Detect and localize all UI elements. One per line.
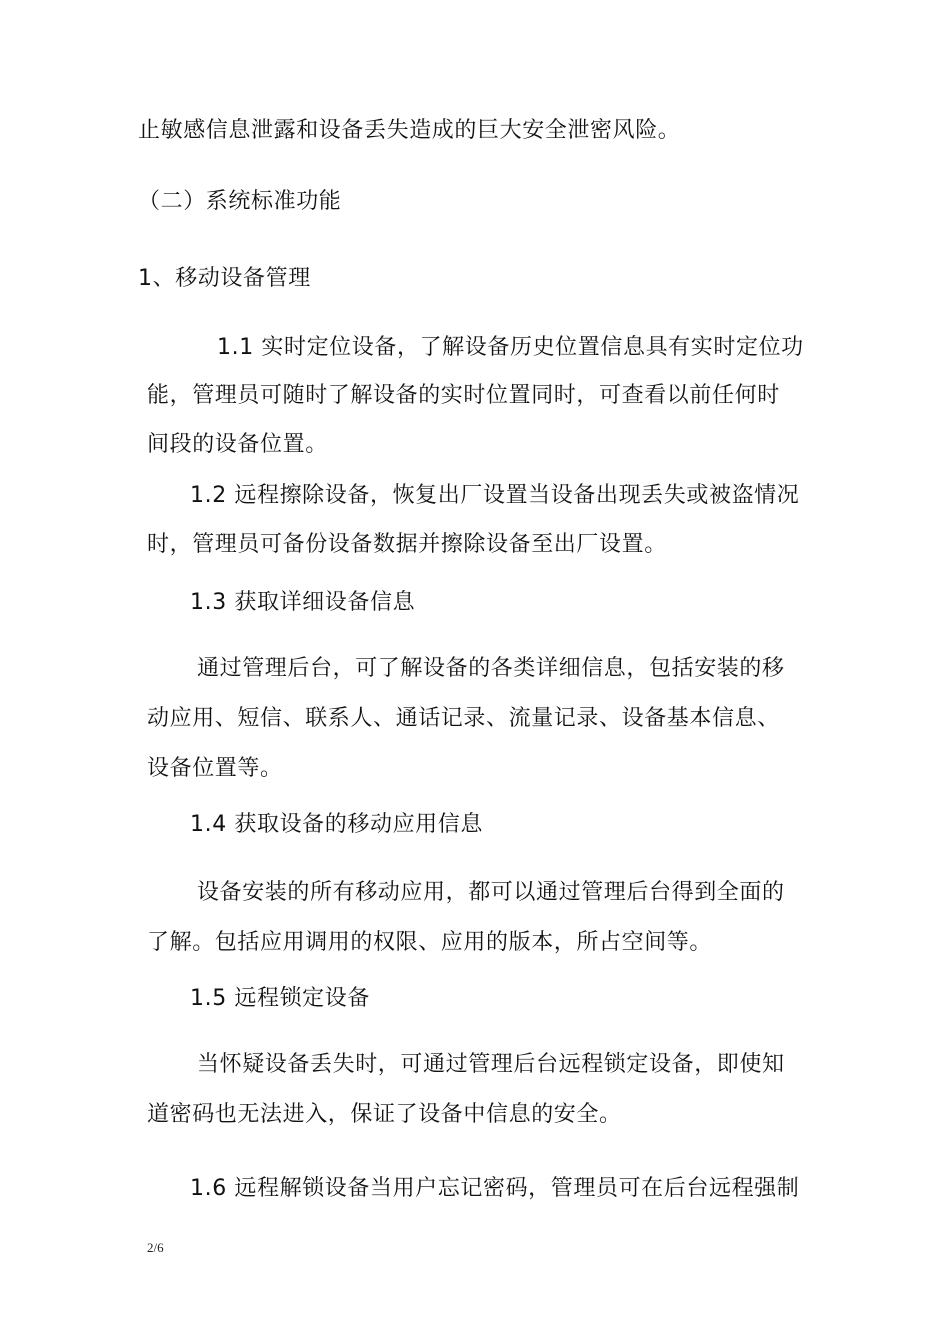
paragraph-line: 当怀疑设备丢失时，可通过管理后台远程锁定设备，即使知 <box>197 1052 785 1077</box>
paragraph-line: 1.1 实时定位设备，了解设备历史位置信息具有实时定位功 <box>217 335 804 360</box>
paragraph-line: 设备位置等。 <box>147 756 283 781</box>
subsection-heading: 1、移动设备管理 <box>138 266 311 291</box>
item-heading: 1.3 获取详细设备信息 <box>190 590 416 615</box>
paragraph-line: 动应用、短信、联系人、通话记录、流量记录、设备基本信息、 <box>147 706 780 731</box>
paragraph-line: 1.2 远程擦除设备，恢复出厂设置当设备出现丢失或被盗情况 <box>190 483 800 508</box>
section-heading: （二）系统标准功能 <box>138 189 342 214</box>
paragraph-line: 能，管理员可随时了解设备的实时位置同时，可查看以前任何时 <box>147 383 780 408</box>
paragraph-line: 设备安装的所有移动应用，都可以通过管理后台得到全面的 <box>197 880 785 905</box>
paragraph-line: 1.6 远程解锁设备当用户忘记密码，管理员可在后台远程强制 <box>190 1176 800 1201</box>
paragraph-line: 间段的设备位置。 <box>147 432 328 457</box>
paragraph-line: 通过管理后台，可了解设备的各类详细信息，包括安装的移 <box>197 656 785 681</box>
paragraph-line: 道密码也无法进入，保证了设备中信息的安全。 <box>147 1102 622 1127</box>
page-number: 2/6 <box>147 1240 164 1255</box>
paragraph-line: 了解。包括应用调用的权限、应用的版本，所占空间等。 <box>147 930 713 955</box>
paragraph-line: 止敏感信息泄露和设备丢失造成的巨大安全泄密风险。 <box>138 118 681 143</box>
item-heading: 1.5 远程锁定设备 <box>190 986 370 1011</box>
item-heading: 1.4 获取设备的移动应用信息 <box>190 812 483 837</box>
paragraph-line: 时，管理员可备份设备数据并擦除设备至出厂设置。 <box>147 532 667 557</box>
